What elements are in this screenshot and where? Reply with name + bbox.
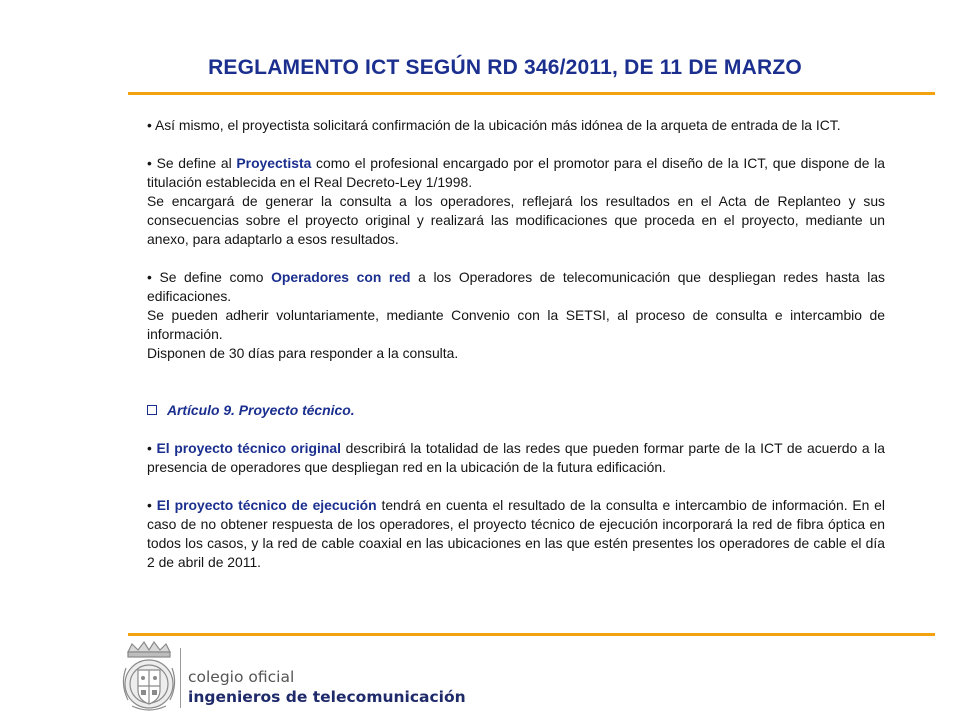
paragraph-proyecto-original: • El proyecto técnico original describirá la totalidad de las redes que pueden formar parte de la ICT de acuerdo a la presencia de operadores que despliegan red en la ubicación de la futura edificación. [147,440,885,475]
checkbox-bullet-icon [147,405,157,415]
term-proyecto-ejecucion: El proyecto técnico de ejecución [156,497,377,513]
page-title: REGLAMENTO ICT SEGÚN RD 346/2011, DE 11 DE MARZO [208,56,802,79]
paragraph-proyectista: • Se define al Proyectista como el profesional encargado por el promotor para el diseño de la ICT, que dispone de la titulación establecida en el Real Decreto-Ley 1/1998. [147,155,886,190]
coat-of-arms-icon [118,638,180,714]
logo-divider [180,648,181,708]
top-divider [128,92,935,95]
article-heading [147,401,885,420]
organization-name-line2: ingenieros de telecomunicación [188,688,466,706]
paragraph-operadores: • Se define como Operadores con red a los Operadores de telecomunicación que despliegan redes hasta las edificaciones. [147,269,885,304]
article-label: Artículo 9. Proyecto técnico. [167,402,355,418]
organization-name-line1: colegio oficial [188,668,295,686]
bottom-divider [128,633,935,636]
term-proyecto-original: El proyecto técnico original [156,440,341,456]
main-content [147,116,885,572]
paragraph-arqueta: • Así mismo, el proyectista solicitará confirmación de la ubicación más idónea de la arqueta de entrada de la ICT. [147,117,841,133]
paragraph-operadores-plazo: Disponen de 30 días para responder a la consulta. [147,345,459,361]
term-proyectista: Proyectista [236,155,312,171]
footer-logo [118,638,466,714]
paragraph-proyectista-detail: Se encargará de generar la consulta a los operadores, reflejará los resultados en el Acta de Replanteo y sus consecuencias sobre el proyecto original y realizará las modificaciones que proceda en el proyecto, mediante un anexo, para adaptarlo a esos resultados. [147,193,885,247]
paragraph-operadores-convenio: Se pueden adherir voluntariamente, mediante Convenio con la SETSI, al proceso de consulta e intercambio de información. [147,307,885,342]
paragraph-proyecto-ejecucion: • El proyecto técnico de ejecución tendrá en cuenta el resultado de la consulta e intercambio de información. En el caso de no obtener respuesta de los operadores, el proyecto técnico de ejecución incorporará la red de fibra óptica en todos los casos, y la red de cable coaxial en las ubicaciones en las que estén presentes los operadores de cable el día 2 de abril de 2011. [147,497,885,570]
term-operadores-con-red: Operadores con red [271,269,411,285]
